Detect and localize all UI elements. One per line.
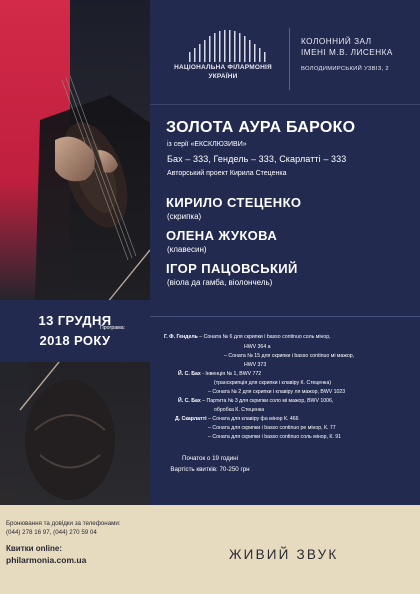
violinist-illustration [0, 0, 160, 505]
online-tickets-label: Квитки online: [6, 544, 62, 553]
program-line: HWV 364 a [244, 344, 271, 350]
start-time: Початок о 19 годині [182, 455, 238, 462]
website-link[interactable]: philarmonia.com.ua [6, 555, 87, 565]
program-line: Й. С. Бах - Інвенція № 1, BWV 772 [178, 371, 262, 377]
ticket-price: Вартість квитків: 70-250 грн [170, 466, 250, 473]
performer-role: (клавесин) [167, 245, 207, 254]
date-year: 2018 РОКУ [39, 333, 111, 348]
program-line: – Соната для скрипки і basso continuo ре мінор, К. 77 [208, 425, 336, 431]
venue-info: КОЛОННИЙ ЗАЛ ІМЕНІ М.В. ЛИСЕНКА ВОЛОДИМИРСЬКИЙ УЗВІЗ, 2 [301, 36, 393, 75]
program-line: (транскрипція для скрипки і клавіру К. Стеценка) [214, 380, 332, 386]
booking-info: Бронювання та довідки за телефонами: (044) 278 16 97, (044) 270 59 04 [6, 520, 121, 536]
philharmonic-logo-icon [183, 30, 271, 66]
program-line: Д. Скарлатті – Соната для клавіру фа мінор К. 466 [175, 416, 299, 422]
program-line: – Соната для скрипки і basso continuo соль мінор, К. 91 [208, 434, 342, 440]
performer-role: (скрипка) [167, 212, 202, 221]
concert-title: ЗОЛОТА АУРА БАРОКО [166, 119, 356, 136]
phone-numbers: (044) 278 16 97, (044) 270 59 04 [6, 529, 97, 536]
musician-photo [0, 0, 160, 505]
concert-project: Авторський проект Кирила Стеценка [167, 170, 287, 177]
concert-composers: Бах – 333, Гендель – 333, Скарлатті – 333 [167, 154, 347, 164]
slogan: ЖИВИЙ ЗВУК [229, 547, 339, 562]
performer-name: КИРИЛО СТЕЦЕНКО [166, 195, 302, 210]
header-vertical-divider [289, 28, 290, 90]
performer-name: ІГОР ПАЦОВСЬКИЙ [166, 261, 298, 276]
program-line: HWV 373 [244, 362, 267, 368]
concert-date [0, 300, 150, 362]
program-line: Й. С. Бах – Партита № 3 для скрипки соло мі мажор, BWV 1006, [178, 398, 334, 404]
program-line: Г. Ф. Гендель – Соната № 6 для скрипки і basso continuo соль мінор, [164, 334, 331, 340]
performer-name: ОЛЕНА ЖУКОВА [166, 228, 278, 243]
venue-address: ВОЛОДИМИРСЬКИЙ УЗВІЗ, 2 [301, 66, 389, 72]
program-line: – Соната № 15 для скрипки і basso continuo мі мажор, [224, 353, 355, 359]
performer-role: (віола да гамба, віолончель) [167, 278, 273, 287]
section-divider [150, 316, 420, 317]
header-divider [150, 104, 420, 105]
program-line: обробка К. Стеценка [214, 407, 265, 413]
program-label: Програма: [99, 325, 126, 331]
date-day: 13 ГРУДНЯ [38, 313, 112, 328]
program-line: – Соната № 2 для скрипки і клавіру ля мажор, BWV 1023 [208, 389, 346, 395]
concert-series: із серії «ЕКСКЛЮЗИВИ» [167, 141, 247, 148]
organization-name: НАЦІОНАЛЬНА ФІЛАРМОНІЯ УКРАЇНИ [174, 64, 272, 80]
